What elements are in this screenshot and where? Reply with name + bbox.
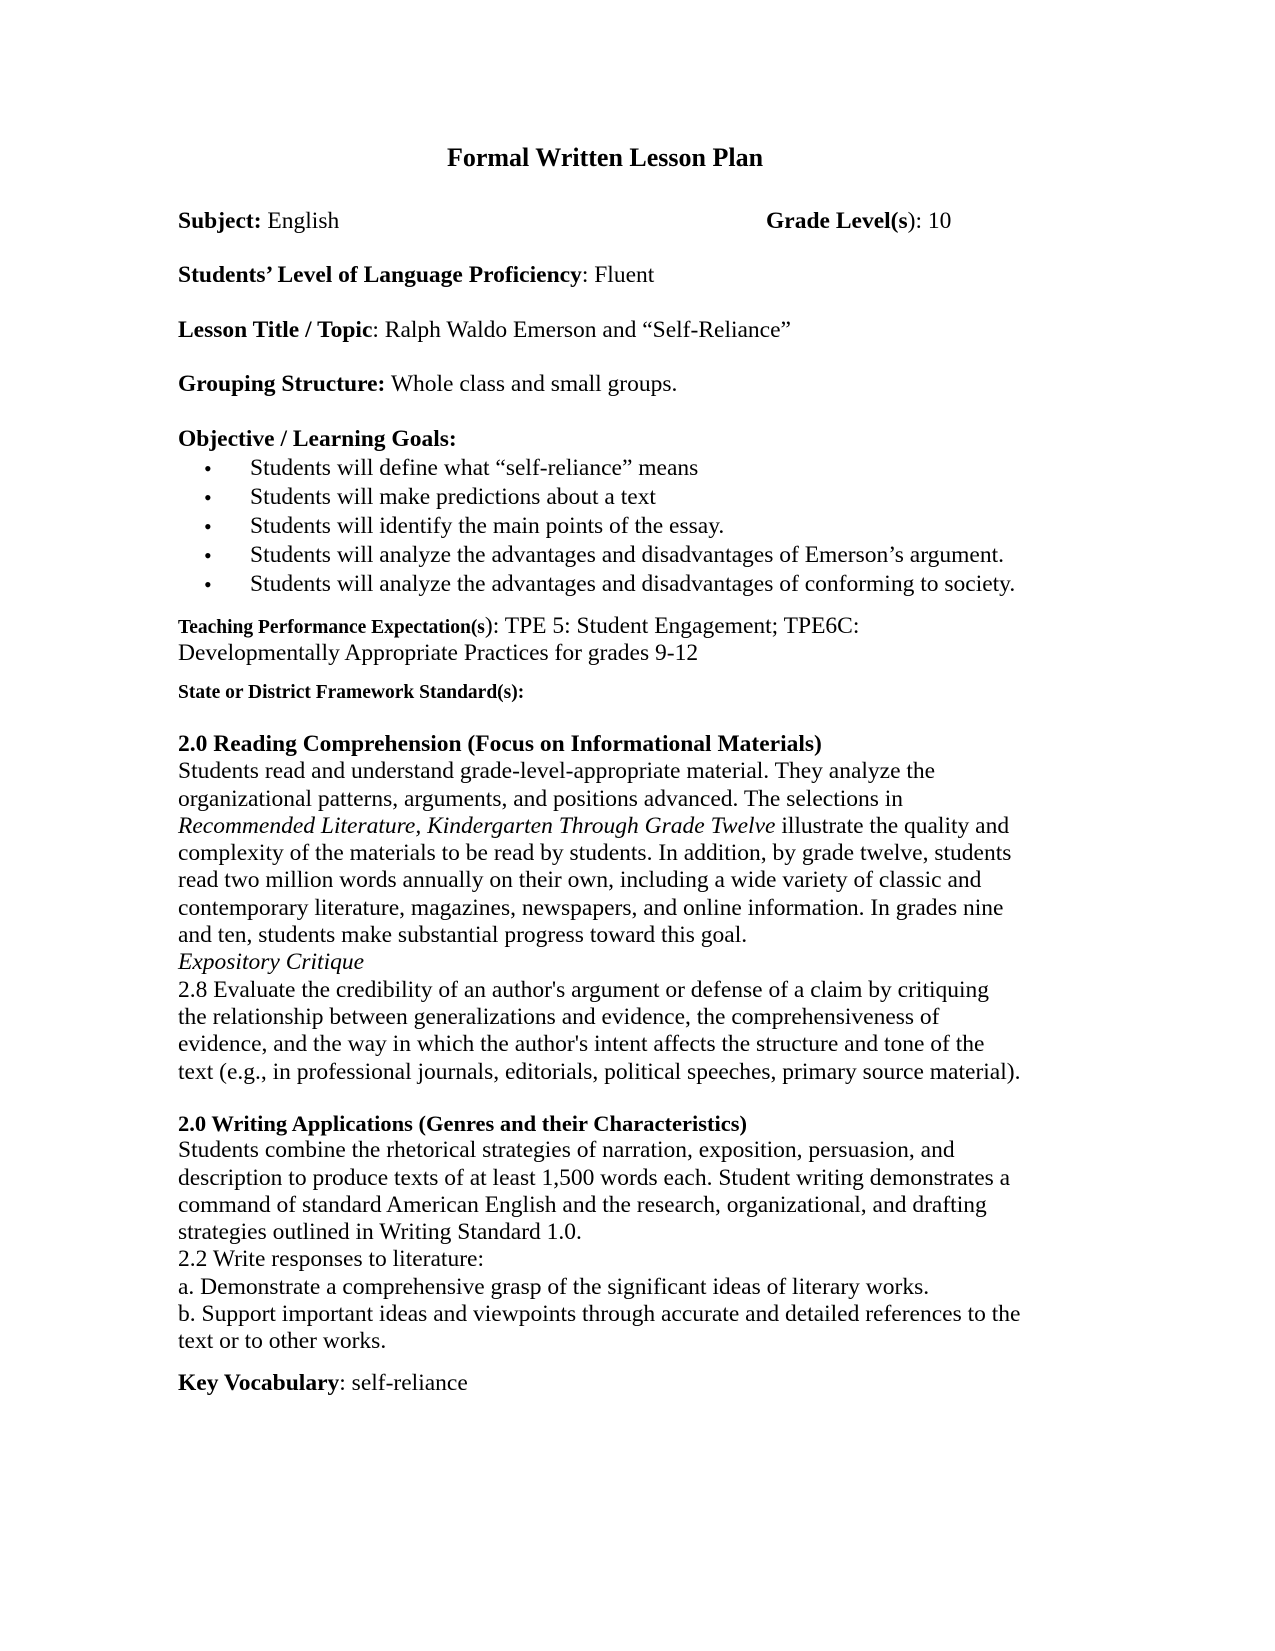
objectives-list bbox=[178, 454, 1015, 599]
page-title: Formal Written Lesson Plan bbox=[446, 143, 764, 172]
subject-field: Subject: English bbox=[178, 208, 340, 234]
lesson-title-field: Lesson Title / Topic: Ralph Waldo Emerson and “Self-Reliance” bbox=[178, 317, 791, 343]
list-item: • Students will analyze the advantages and disadvantages of Emerson’s argument. bbox=[178, 541, 1015, 570]
writing-heading: 2.0 Writing Applications (Genres and their Characteristics) bbox=[178, 1111, 747, 1136]
reading-heading: 2.0 Reading Comprehension (Focus on Informational Materials) bbox=[178, 731, 822, 757]
expository-subheading: Expository Critique bbox=[178, 949, 365, 976]
proficiency-field: Students’ Level of Language Proficiency: Fluent bbox=[178, 262, 655, 288]
key-vocabulary-field: Key Vocabulary: self-reliance bbox=[178, 1370, 468, 1396]
grade-field: Grade Level(s): 10 bbox=[766, 208, 952, 234]
list-item: • Students will define what “self-reliance” means bbox=[178, 454, 1015, 483]
reading-standard: 2.0 Reading Comprehension (Focus on Informational Materials) Students read and understand grade-level-appropriate material. They analyze the organizational patterns, arguments, and positions advanced. The selections in Recommended Literature, Kindergarten Through Grade Twelve illustrate the quality and complexity of the materials to be read by students. In addition, by grade twelve, students read two million words annually on their own, including a wide variety of classic and contemporary literature, magazines, newspapers, and online information. In grades nine and ten, students make substantial progress toward this goal. Expository Critique 2.8 Evaluate the credibility of an author's argument or defense of a claim by critiquing the relationship between generalizations and evidence, the comprehensiveness of evidence, and the way in which the author's intent affects the structure and tone of the text (e.g., in professional journals, editorials, political speeches, primary source material). bbox=[178, 731, 1021, 1085]
list-item: • Students will make predictions about a text bbox=[178, 483, 1015, 512]
list-item: • Students will analyze the advantages and disadvantages of conforming to society. bbox=[178, 570, 1015, 599]
objectives-heading: Objective / Learning Goals: bbox=[178, 426, 457, 452]
list-item: • Students will identify the main points of the essay. bbox=[178, 512, 1015, 541]
grouping-field: Grouping Structure: Whole class and small groups. bbox=[178, 371, 678, 397]
tpe-field: Teaching Performance Expectation(s): TPE 5: Student Engagement; TPE6C: Developmentally Appropriate Practices for grades 9-12 bbox=[178, 613, 860, 667]
standards-heading: State or District Framework Standard(s): bbox=[178, 682, 525, 703]
writing-standard: 2.0 Writing Applications (Genres and their Characteristics) Students combine the rhetorical strategies of narration, exposition, persuasion, and description to produce texts of at least 1,500 words each. Student writing demonstrates a command of standard American English and the research, organizational, and drafting strategies outlined in Writing Standard 1.0. 2.2 Write responses to literature: a. Demonstrate a comprehensive grasp of the significant ideas of literary works. b. Support important ideas and viewpoints through accurate and detailed references to the text or to other works. bbox=[178, 1111, 1021, 1355]
